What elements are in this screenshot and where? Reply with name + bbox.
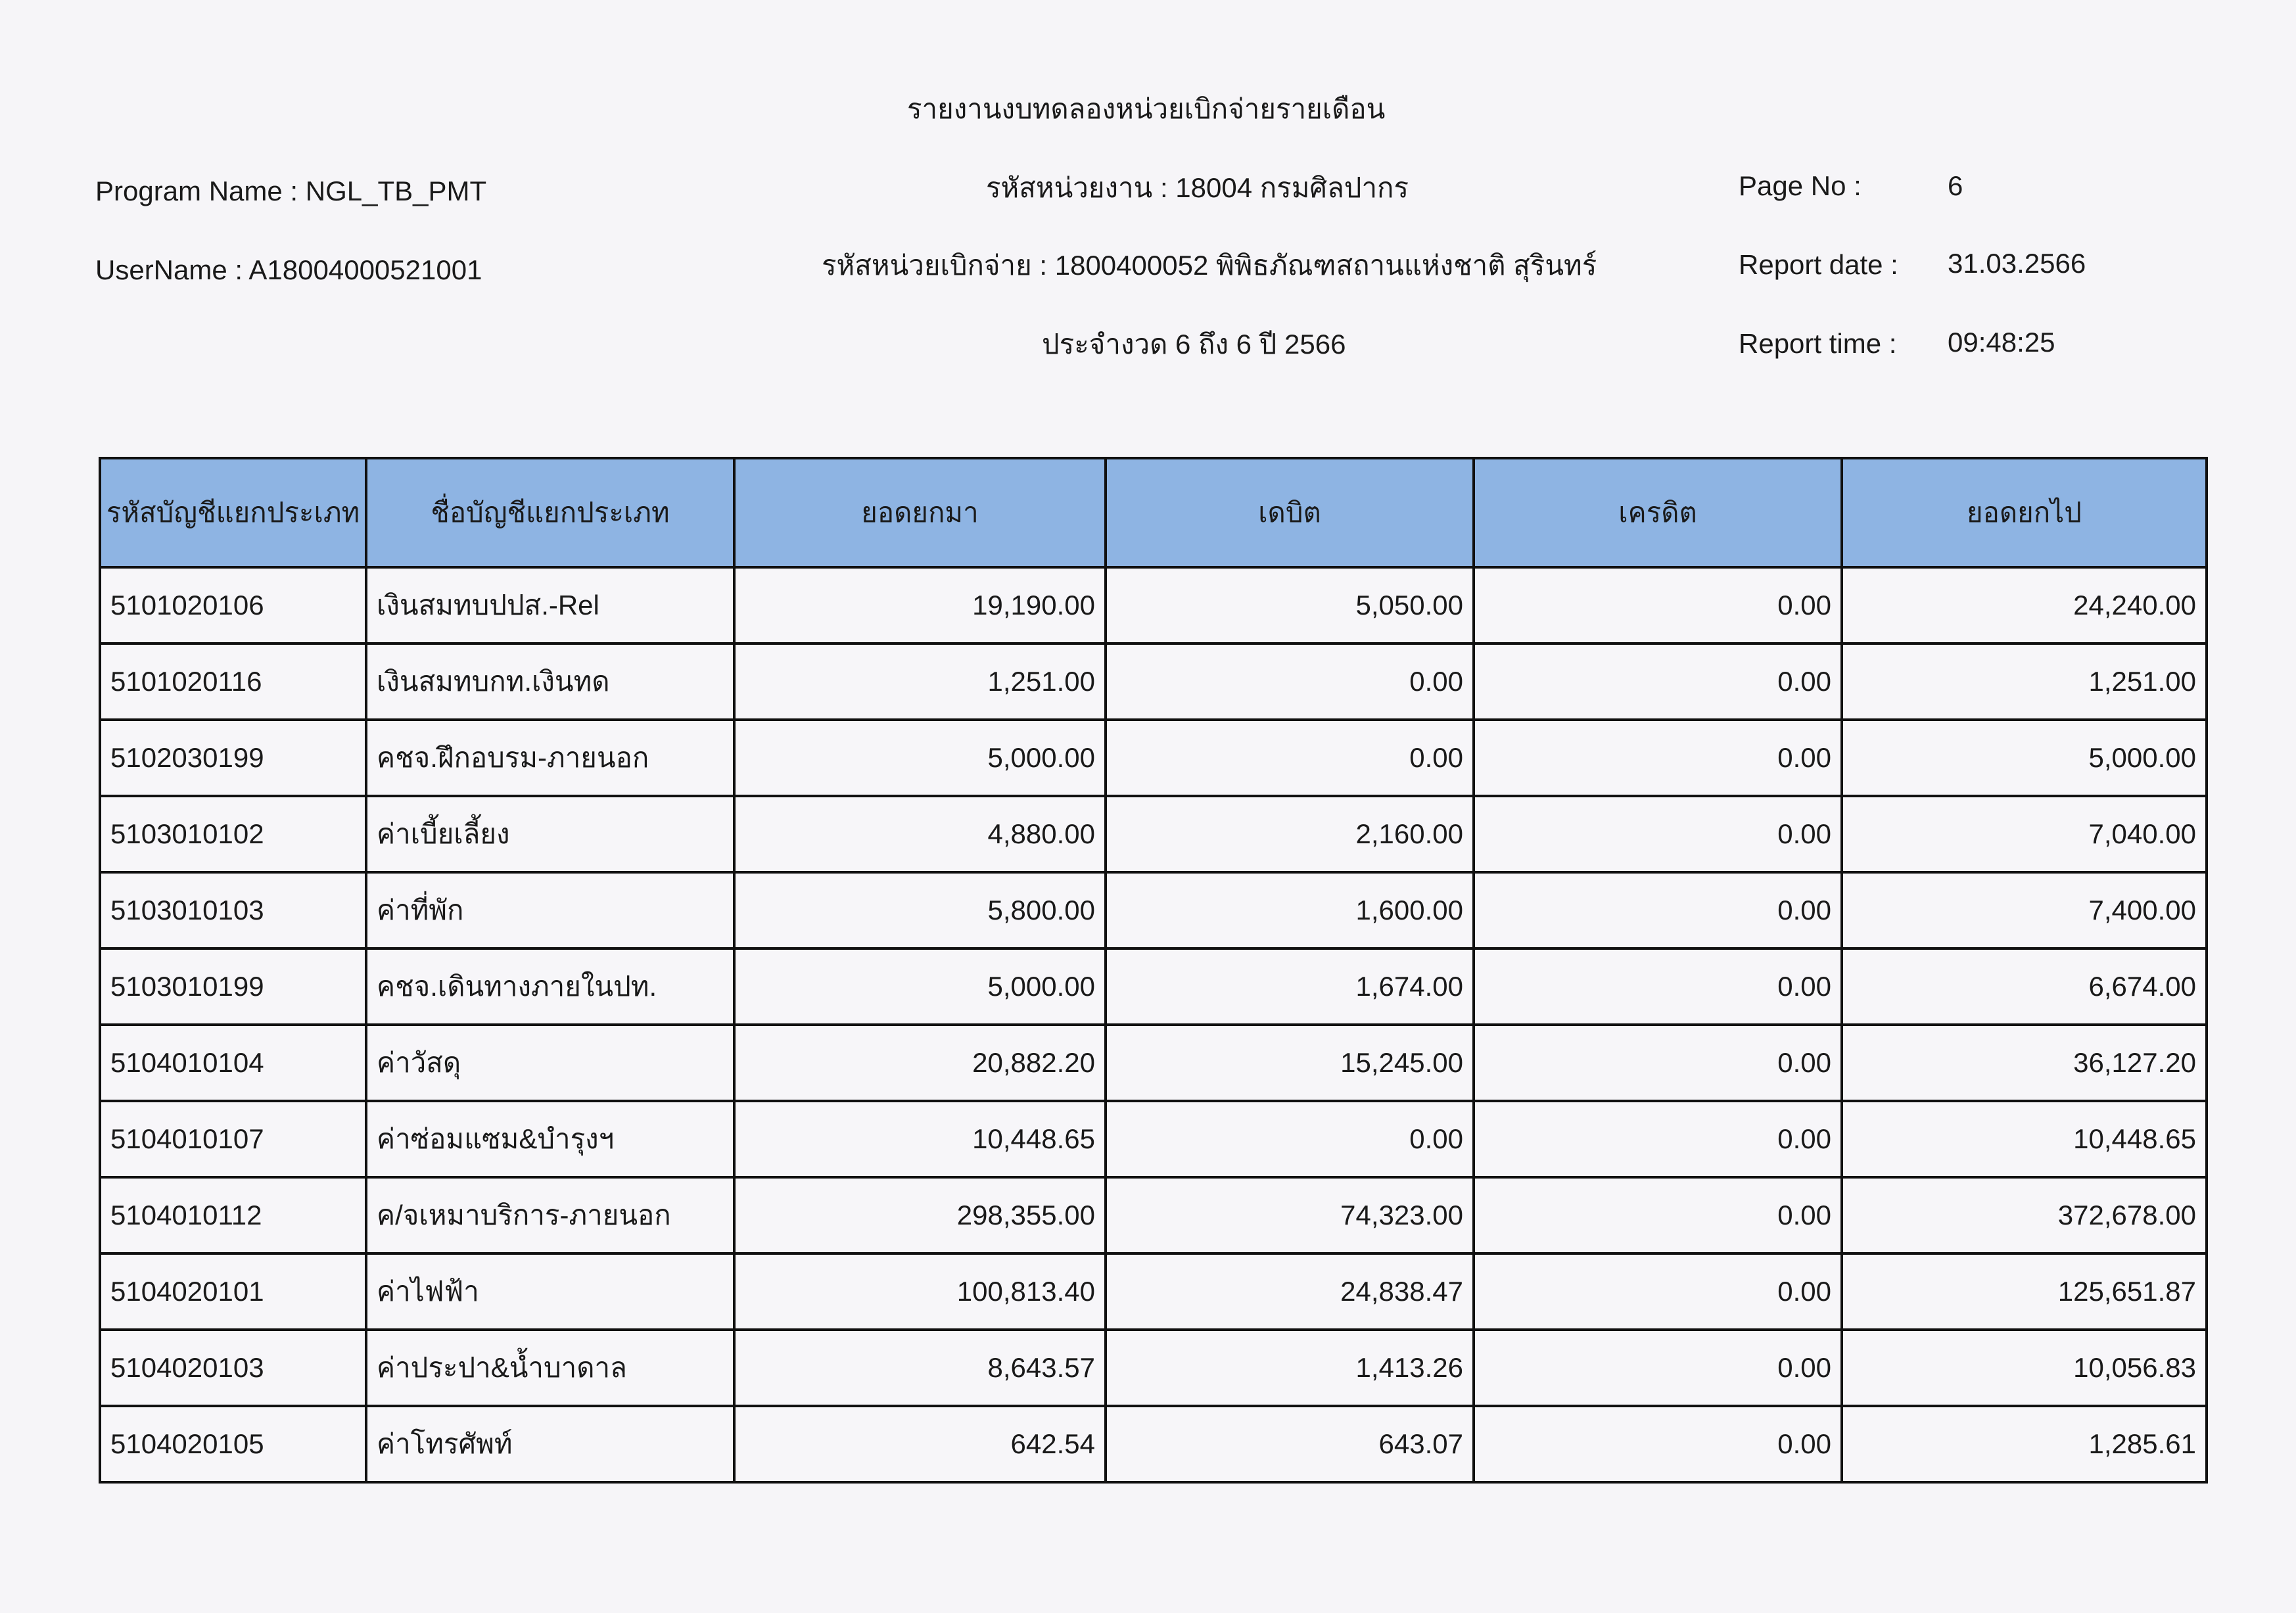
brought-forward-cell: 100,813.40 [734,1253,1106,1330]
account-code-cell: 5104020101 [100,1253,366,1330]
account-code-cell: 5102030199 [100,720,366,796]
credit-cell: 0.00 [1474,1253,1842,1330]
credit-cell: 0.00 [1474,948,1842,1025]
column-header-debit: เดบิต [1106,458,1474,567]
brought-forward-cell: 5,000.00 [734,720,1106,796]
credit-cell: 0.00 [1474,643,1842,720]
table-row [100,643,2207,720]
debit-cell: 1,674.00 [1106,948,1474,1025]
table-row [100,796,2207,872]
debit-cell: 2,160.00 [1106,796,1474,872]
report-time-label: Report time : [1739,328,1897,359]
table-row [100,1330,2207,1406]
account-name-cell: ค่าเบี้ยเลี้ยง [366,796,734,872]
account-code-cell: 5101020116 [100,643,366,720]
brought-forward-cell: 642.54 [734,1406,1106,1482]
account-code-cell: 5104010107 [100,1101,366,1177]
carried-forward-cell: 10,056.83 [1842,1330,2207,1406]
debit-cell: 643.07 [1106,1406,1474,1482]
disbursing-unit: รหัสหน่วยเบิกจ่าย : 1800400052 พิพิธภัณฑสถานแห่งชาติ สุรินทร์ [822,250,1597,281]
carried-forward-cell: 1,251.00 [1842,643,2207,720]
brought-forward-cell: 5,000.00 [734,948,1106,1025]
credit-cell: 0.00 [1474,1101,1842,1177]
brought-forward-cell: 20,882.20 [734,1025,1106,1101]
credit-cell: 0.00 [1474,1406,1842,1482]
debit-cell: 0.00 [1106,643,1474,720]
debit-cell: 74,323.00 [1106,1177,1474,1253]
table-row [100,948,2207,1025]
page-no-value: 6 [1948,170,1963,201]
credit-cell: 0.00 [1474,720,1842,796]
account-name-cell: ค่าซ่อมแซม&บำรุงฯ [366,1101,734,1177]
column-header-carried-forward: ยอดยกไป [1842,458,2207,567]
carried-forward-cell: 7,400.00 [1842,872,2207,948]
agency-code: รหัสหน่วยงาน : 18004 กรมศิลปากร [986,172,1409,203]
brought-forward-cell: 8,643.57 [734,1330,1106,1406]
account-name-cell: เงินสมทบกท.เงินทด [366,643,734,720]
carried-forward-cell: 36,127.20 [1842,1025,2207,1101]
credit-cell: 0.00 [1474,567,1842,643]
debit-cell: 1,600.00 [1106,872,1474,948]
report-title: รายงานงบทดลองหน่วยเบิกจ่ายรายเดือน [907,93,1386,124]
account-code-cell: 5104020105 [100,1406,366,1482]
account-name-cell: คชจ.ฝึกอบรม-ภายนอก [366,720,734,796]
carried-forward-cell: 1,285.61 [1842,1406,2207,1482]
report-period: ประจำงวด 6 ถึง 6 ปี 2566 [1042,329,1346,360]
table-row [100,1101,2207,1177]
carried-forward-cell: 6,674.00 [1842,948,2207,1025]
account-name-cell: ค่าไฟฟ้า [366,1253,734,1330]
credit-cell: 0.00 [1474,1330,1842,1406]
account-name-cell: เงินสมทบปปส.-Rel [366,567,734,643]
credit-cell: 0.00 [1474,1025,1842,1101]
debit-cell: 0.00 [1106,1101,1474,1177]
credit-cell: 0.00 [1474,796,1842,872]
carried-forward-cell: 7,040.00 [1842,796,2207,872]
column-header-credit: เครดิต [1474,458,1842,567]
account-code-cell: 5101020106 [100,567,366,643]
carried-forward-cell: 5,000.00 [1842,720,2207,796]
table-row [100,1177,2207,1253]
credit-cell: 0.00 [1474,872,1842,948]
program-name: Program Name : NGL_TB_PMT [95,175,487,206]
credit-cell: 0.00 [1474,1177,1842,1253]
account-code-cell: 5104010104 [100,1025,366,1101]
account-name-cell: ค่าที่พัก [366,872,734,948]
account-name-cell: ค/จเหมาบริการ-ภายนอก [366,1177,734,1253]
report-date-value: 31.03.2566 [1948,248,2086,279]
trial-balance-table [99,457,2208,1484]
debit-cell: 0.00 [1106,720,1474,796]
brought-forward-cell: 1,251.00 [734,643,1106,720]
account-code-cell: 5104020103 [100,1330,366,1406]
brought-forward-cell: 10,448.65 [734,1101,1106,1177]
username: UserName : A18004000521001 [95,254,482,285]
table-row [100,1025,2207,1101]
account-code-cell: 5103010102 [100,796,366,872]
brought-forward-cell: 19,190.00 [734,567,1106,643]
report-time-value: 09:48:25 [1948,327,2055,358]
column-header-account-name: ชื่อบัญชีแยกประเภท [366,458,734,567]
table-row [100,567,2207,643]
debit-cell: 5,050.00 [1106,567,1474,643]
carried-forward-cell: 125,651.87 [1842,1253,2207,1330]
table-row [100,720,2207,796]
table-row [100,1253,2207,1330]
account-code-cell: 5104010112 [100,1177,366,1253]
page-no-label: Page No : [1739,170,1862,201]
debit-cell: 24,838.47 [1106,1253,1474,1330]
account-name-cell: ค่าโทรศัพท์ [366,1406,734,1482]
debit-cell: 15,245.00 [1106,1025,1474,1101]
account-code-cell: 5103010199 [100,948,366,1025]
account-code-cell: 5103010103 [100,872,366,948]
carried-forward-cell: 10,448.65 [1842,1101,2207,1177]
carried-forward-cell: 24,240.00 [1842,567,2207,643]
report-date-label: Report date : [1739,249,1898,280]
brought-forward-cell: 5,800.00 [734,872,1106,948]
column-header-account-code: รหัสบัญชีแยกประเภท [100,458,366,567]
column-header-brought-forward: ยอดยกมา [734,458,1106,567]
brought-forward-cell: 298,355.00 [734,1177,1106,1253]
account-name-cell: ค่าประปา&น้ำบาดาล [366,1330,734,1406]
account-name-cell: คชจ.เดินทางภายในปท. [366,948,734,1025]
table-header-row [100,458,2207,567]
debit-cell: 1,413.26 [1106,1330,1474,1406]
table-row [100,872,2207,948]
table-row [100,1406,2207,1482]
account-name-cell: ค่าวัสดุ [366,1025,734,1101]
brought-forward-cell: 4,880.00 [734,796,1106,872]
carried-forward-cell: 372,678.00 [1842,1177,2207,1253]
table-body [100,567,2207,1482]
